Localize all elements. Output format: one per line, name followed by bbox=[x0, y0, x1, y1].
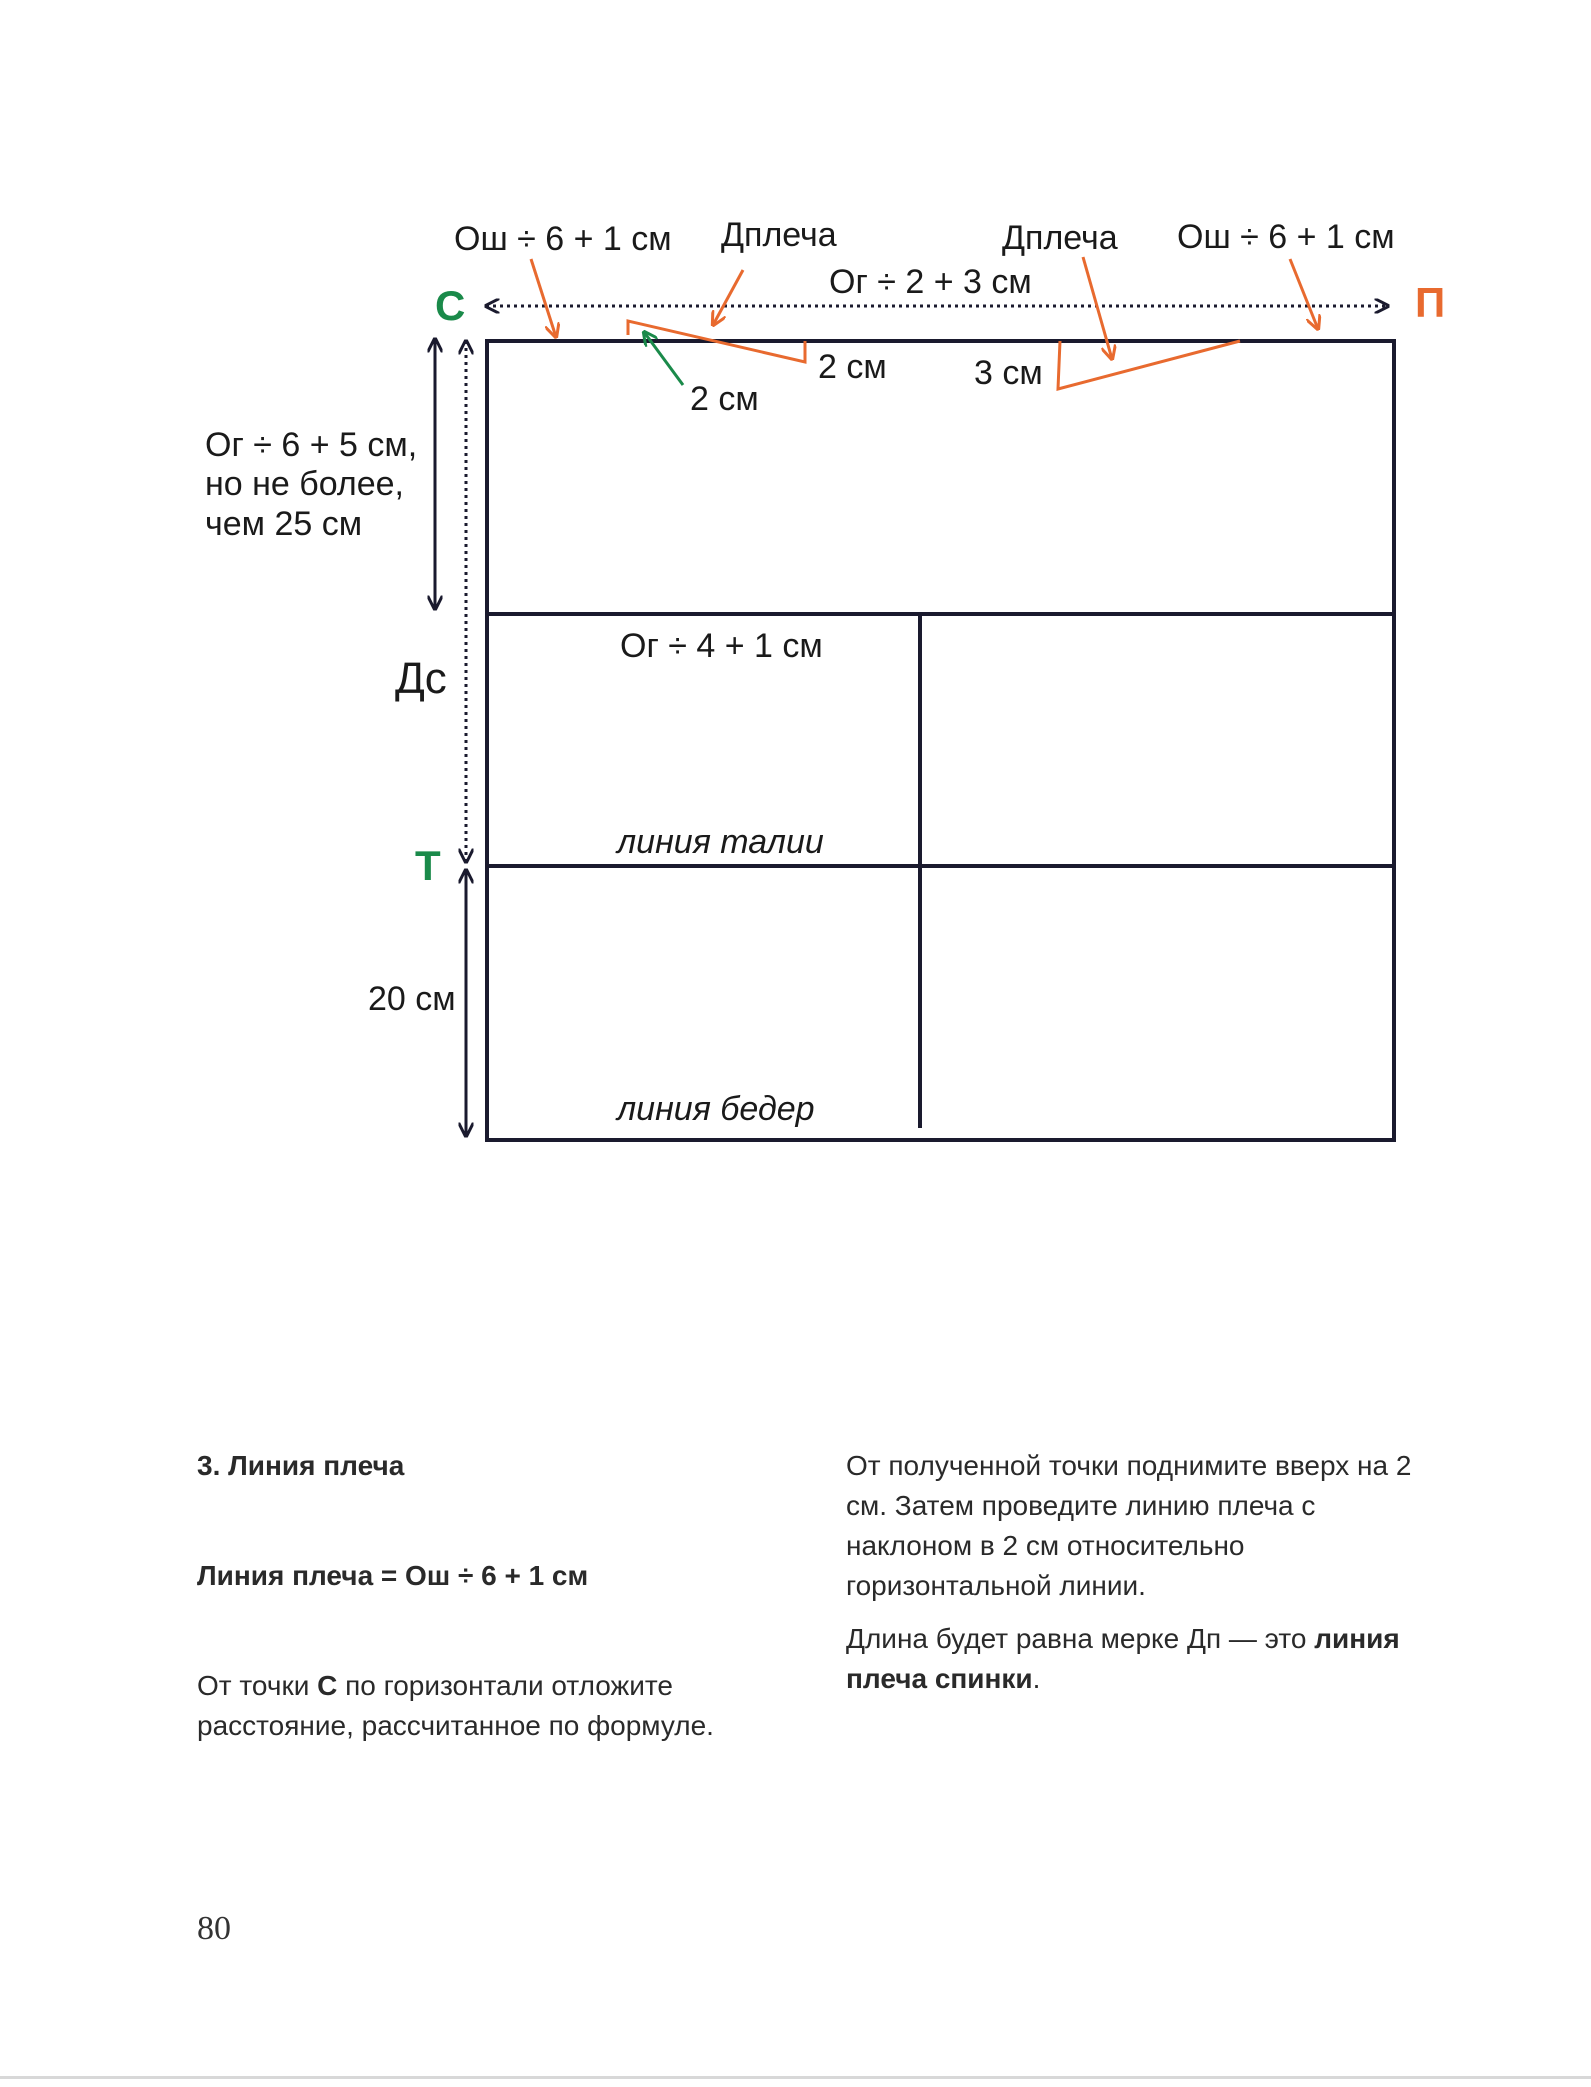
left-paragraph-post: по горизонтали отложите расстояние, рассчитанное по формуле. bbox=[197, 1670, 714, 1741]
ds-label: Дс bbox=[395, 654, 447, 703]
point-t: Т bbox=[415, 842, 441, 889]
pattern-frame bbox=[487, 341, 1394, 1140]
osh-left-label: Ош ÷ 6 + 1 см bbox=[454, 220, 672, 258]
osh-left-pointer bbox=[531, 259, 556, 337]
page-number: 80 bbox=[197, 1910, 231, 1947]
waist-line-label: линия талии bbox=[617, 823, 824, 861]
bottom-rule bbox=[0, 2076, 1591, 2079]
rise-2cm-green-label: 2 см bbox=[690, 380, 759, 418]
left-paragraph bbox=[197, 1666, 757, 1746]
hip-depth-label: 20 см bbox=[368, 980, 456, 1018]
armhole-label-line2: но не более, bbox=[205, 465, 405, 503]
right-text-column bbox=[846, 1446, 1446, 1699]
formula: Линия плеча = Ош ÷ 6 + 1 см bbox=[197, 1560, 589, 1591]
osh-right-pointer bbox=[1290, 259, 1318, 329]
right-paragraph-2-post: . bbox=[1032, 1663, 1041, 1694]
osh-right-label: Ош ÷ 6 + 1 см bbox=[1177, 218, 1395, 256]
drop-3cm-label: 3 см bbox=[974, 354, 1043, 392]
point-c-ref: С bbox=[317, 1670, 338, 1701]
right-paragraph-2 bbox=[846, 1619, 1406, 1699]
section-heading: 3. Линия плеча bbox=[197, 1450, 405, 1481]
dplecha-left-pointer bbox=[713, 270, 743, 325]
hip-line-label: линия бедер bbox=[617, 1090, 815, 1128]
armhole-label-line1: Ог ÷ 6 + 5 см, bbox=[205, 426, 418, 464]
point-c: С bbox=[435, 282, 466, 329]
shoulder-line-term: линия плеча спинки bbox=[846, 1623, 1400, 1694]
right-shoulder-construction bbox=[1058, 341, 1240, 389]
left-text-column bbox=[197, 1446, 797, 1746]
og-width-label: Ог ÷ 2 + 3 см bbox=[829, 263, 1032, 301]
right-paragraph-1: От полученной точки поднимите вверх на 2 см. Затем проведите линию плеча с наклоном в 2 см относительно горизонтальной линии. bbox=[846, 1450, 1412, 1601]
dplecha-left-label: Дплеча bbox=[721, 216, 837, 254]
left-paragraph-pre: От точки bbox=[197, 1670, 318, 1701]
dplecha-right-pointer bbox=[1083, 257, 1112, 359]
og-quarter-label: Ог ÷ 4 + 1 см bbox=[620, 627, 823, 665]
dplecha-right-label: Дплеча bbox=[1002, 219, 1118, 257]
right-paragraph-2-pre: Длина будет равна мерке Дп — это bbox=[846, 1623, 1315, 1654]
point-p: П bbox=[1415, 279, 1446, 326]
rise-2cm-right-label: 2 см bbox=[818, 348, 887, 386]
armhole-label-line3: чем 25 см bbox=[205, 505, 363, 543]
